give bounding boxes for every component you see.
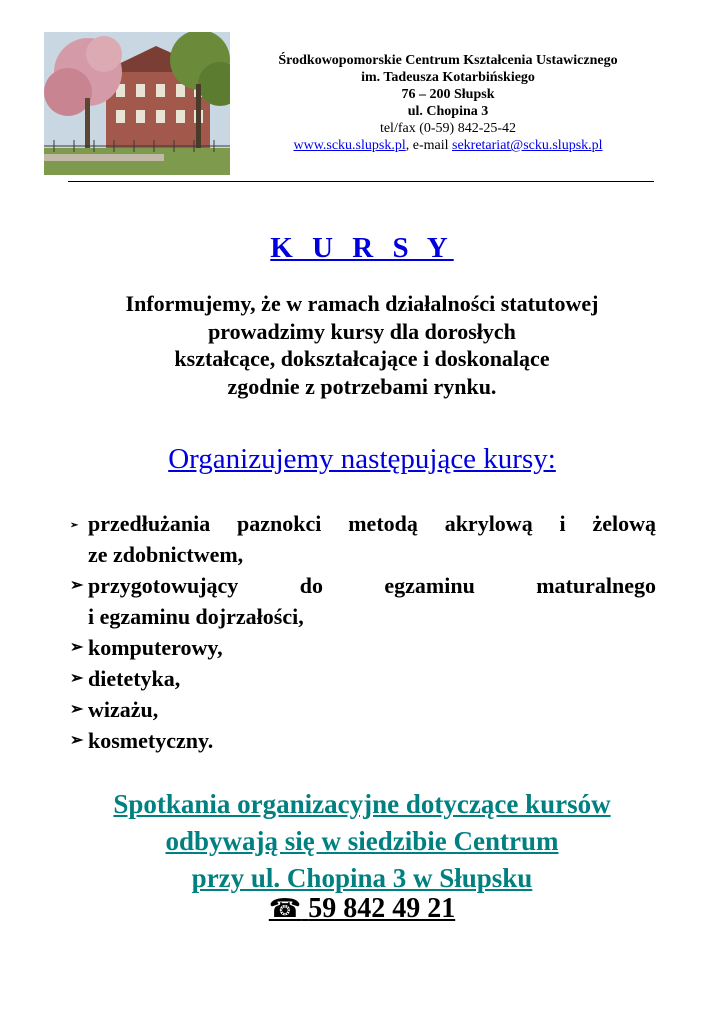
list-item <box>70 570 656 632</box>
meeting-line: przy ul. Chopina 3 w Słupsku <box>191 863 533 893</box>
list-item <box>70 694 656 725</box>
course-text: komputerowy, <box>88 635 223 660</box>
course-text: i egzaminu dojrzałości, <box>88 604 304 629</box>
web-email-line <box>232 137 664 154</box>
course-text: przedłużania paznokci metodą akrylową i żelową <box>88 511 656 536</box>
course-list <box>70 508 656 756</box>
email-label: , e-mail <box>405 138 452 153</box>
arrow-bullet-icon: ➢ <box>70 577 84 594</box>
arrow-bullet-icon: ➢ <box>70 639 84 656</box>
list-item <box>70 725 656 756</box>
telfax: tel/fax (0-59) 842-25-42 <box>379 121 517 136</box>
phone-number: 59 842 49 21 <box>308 893 456 924</box>
phone-line <box>0 893 724 925</box>
patron-name: im. Tadeusza Kotarbińskiego <box>361 70 535 85</box>
page-title: K U R S Y <box>270 232 454 264</box>
meeting-info <box>0 786 724 897</box>
website-link[interactable]: www.scku.slupsk.pl <box>293 138 406 153</box>
header-divider <box>68 181 654 182</box>
header-contact-block <box>232 52 664 154</box>
arrow-bullet-icon: ➢ <box>70 520 79 531</box>
intro-line: prowadzimy kursy dla dorosłych <box>208 318 516 344</box>
list-item <box>70 632 656 663</box>
building-photo <box>44 32 230 175</box>
meeting-line: Spotkania organizacyjne dotyczące kursów <box>113 789 611 819</box>
intro-line: kształcące, dokształcające i doskonalące <box>174 346 550 371</box>
course-text: kosmetyczny. <box>88 728 214 753</box>
course-text: ze zdobnictwem, <box>88 542 244 567</box>
postal-code: 76 – 200 Słupsk <box>401 87 495 102</box>
courses-heading: Organizujemy następujące kursy: <box>168 443 556 475</box>
intro-paragraph <box>40 290 684 400</box>
course-text: wizażu, <box>88 697 159 722</box>
course-text: dietetyka, <box>88 666 181 691</box>
email-link[interactable]: sekretariat@scku.slupsk.pl <box>452 138 603 153</box>
list-item <box>70 508 656 570</box>
arrow-bullet-icon: ➢ <box>70 670 84 687</box>
meeting-line: odbywają się w siedzibie Centrum <box>165 826 559 856</box>
intro-line: Informujemy, że w ramach działalności statutowej <box>125 291 599 316</box>
arrow-bullet-icon: ➢ <box>70 732 84 749</box>
intro-line: zgodnie z potrzebami rynku. <box>227 373 497 399</box>
org-name: Środkowopomorskie Centrum Kształcenia Ustawicznego <box>278 53 618 68</box>
phone-icon: ☎ <box>268 894 302 924</box>
arrow-bullet-icon: ➢ <box>70 701 84 718</box>
course-text: przygotowujący do egzaminu maturalnego <box>88 573 656 598</box>
street-address: ul. Chopina 3 <box>407 104 489 119</box>
list-item <box>70 663 656 694</box>
